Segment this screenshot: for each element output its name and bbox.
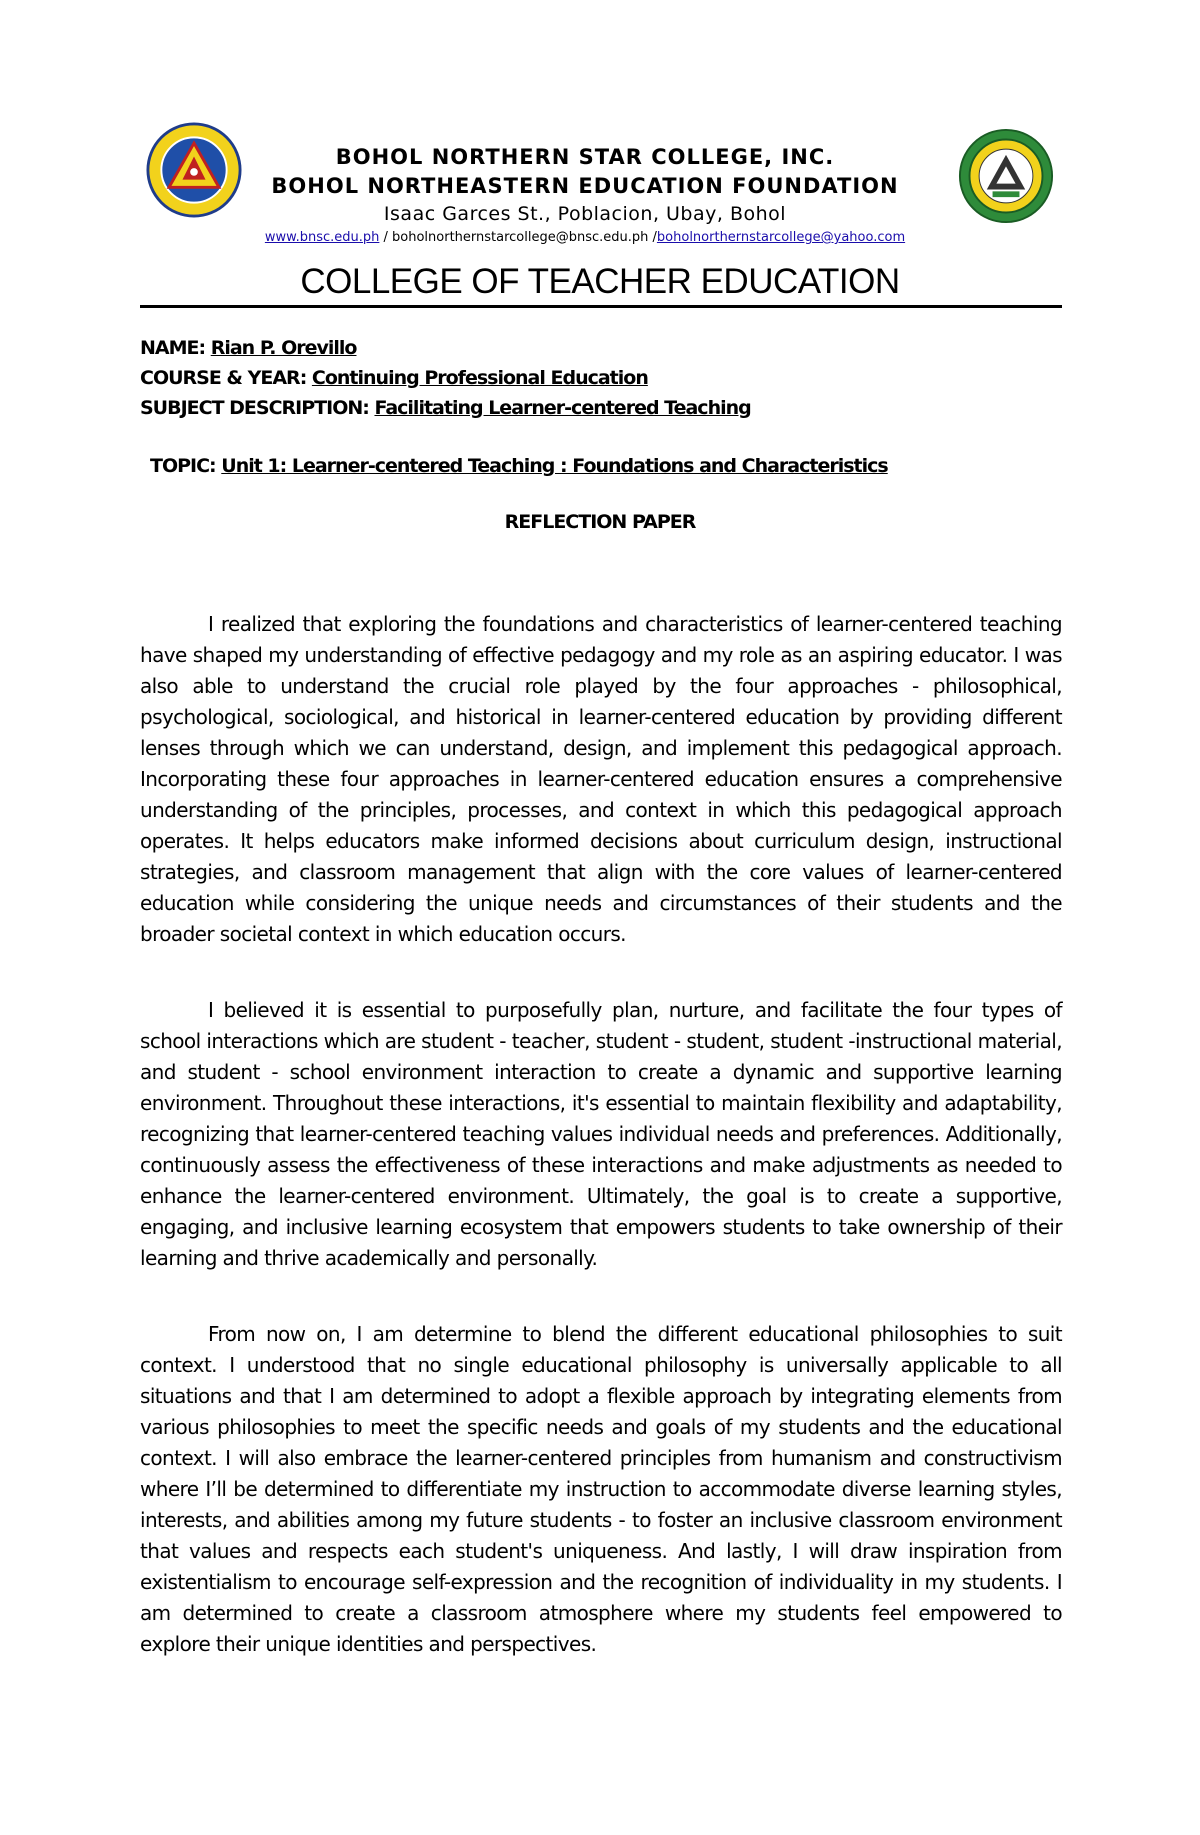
email-secondary-link[interactable]: boholnorthernstarcollege@yahoo.com [656,230,906,245]
name-label: NAME: [140,337,211,359]
topic-value: Unit 1: Learner-centered Teaching : Foundations and Characteristics [221,455,888,477]
website-link[interactable]: www.bnsc.edu.ph [264,230,380,245]
college-title: COLLEGE OF TEACHER EDUCATION [300,262,900,301]
subject-label: SUBJECT DESCRIPTION: [140,397,375,419]
header-divider [140,305,1062,308]
paragraph-3 [140,1319,1062,1660]
course-label: COURSE & YEAR: [140,367,312,389]
contact-separator-2: / [648,230,657,245]
course-value: Continuing Professional Education [311,367,648,389]
bnef-seal-logo [958,128,1054,224]
contact-separator: / [379,230,393,245]
name-value: Rian P. Orevillo [210,337,357,359]
subject-line [140,397,751,419]
institution-address: Isaac Garces St., Poblacion, Ubay, Bohol [383,203,787,225]
paragraph-text: I believed it is essential to purposefully plan, nurture, and facilitate the four types of school interactions which are student - teacher, student - student, student -instructional material, and student - school environment interaction to create a dynamic and supportive learning environment. Throughout these interactions, it's essential to maintain flexibility and adaptability, recognizing that learner-centered teaching values individual needs and preferences. Additionally, continuously assess the effectiveness of these interactions and make adjustments as needed to enhance the learner-centered environment. Ultimately, the goal is to create a supportive, engaging, and inclusive learning ecosystem that empowers students to take ownership of their learning and thrive academically and personally. [140,998,1062,1270]
topic-line [150,455,888,477]
course-year-line [140,367,648,389]
topic-label: TOPIC: [150,455,222,477]
foundation-name: BOHOL NORTHEASTERN EDUCATION FOUNDATION [271,174,899,198]
contact-line [220,230,950,245]
subject-value: Facilitating Learner-centered Teaching [374,397,751,419]
paragraph-1 [140,609,1062,950]
paragraph-2 [140,995,1062,1274]
email-primary: boholnorthernstarcollege@bnsc.edu.ph [392,230,649,245]
student-name-line [140,337,356,359]
institution-name: BOHOL NORTHERN STAR COLLEGE, INC. [335,145,835,169]
document-type-heading: REFLECTION PAPER [504,511,696,533]
paragraph-text: From now on, I am determine to blend the different educational philosophies to suit context. I understood that no single educational philosophy is universally applicable to all situations and that I am determined to adopt a flexible approach by integrating elements from various philosophies to meet the specific needs and goals of my students and the educational context. I will also embrace the learner-centered principles from humanism and constructivism where I’ll be determined to differentiate my instruction to accommodate diverse learning styles, interests, and abilities among my future students - to foster an inclusive classroom environment that values and respects each student's uniqueness. And lastly, I will draw inspiration from existentialism to encourage self-expression and the recognition of individuality in my students. I am determined to create a classroom atmosphere where my students feel empowered to explore their unique identities and perspectives. [140,1322,1062,1656]
paragraph-text: I realized that exploring the foundations and characteristics of learner-centered teaching have shaped my understanding of effective pedagogy and my role as an aspiring educator. I was also able to understand the crucial role played by the four approaches - philosophical, psychological, sociological, and historical in learner-centered education by providing different lenses through which we can understand, design, and implement this pedagogical approach. Incorporating these four approaches in learner-centered education ensures a comprehensive understanding of the principles, processes, and context in which this pedagogical approach operates. It helps educators make informed decisions about curriculum design, instructional strategies, and classroom management that align with the core values of learner-centered education while considering the unique needs and circumstances of their students and the broader societal context in which education occurs. [140,612,1062,946]
